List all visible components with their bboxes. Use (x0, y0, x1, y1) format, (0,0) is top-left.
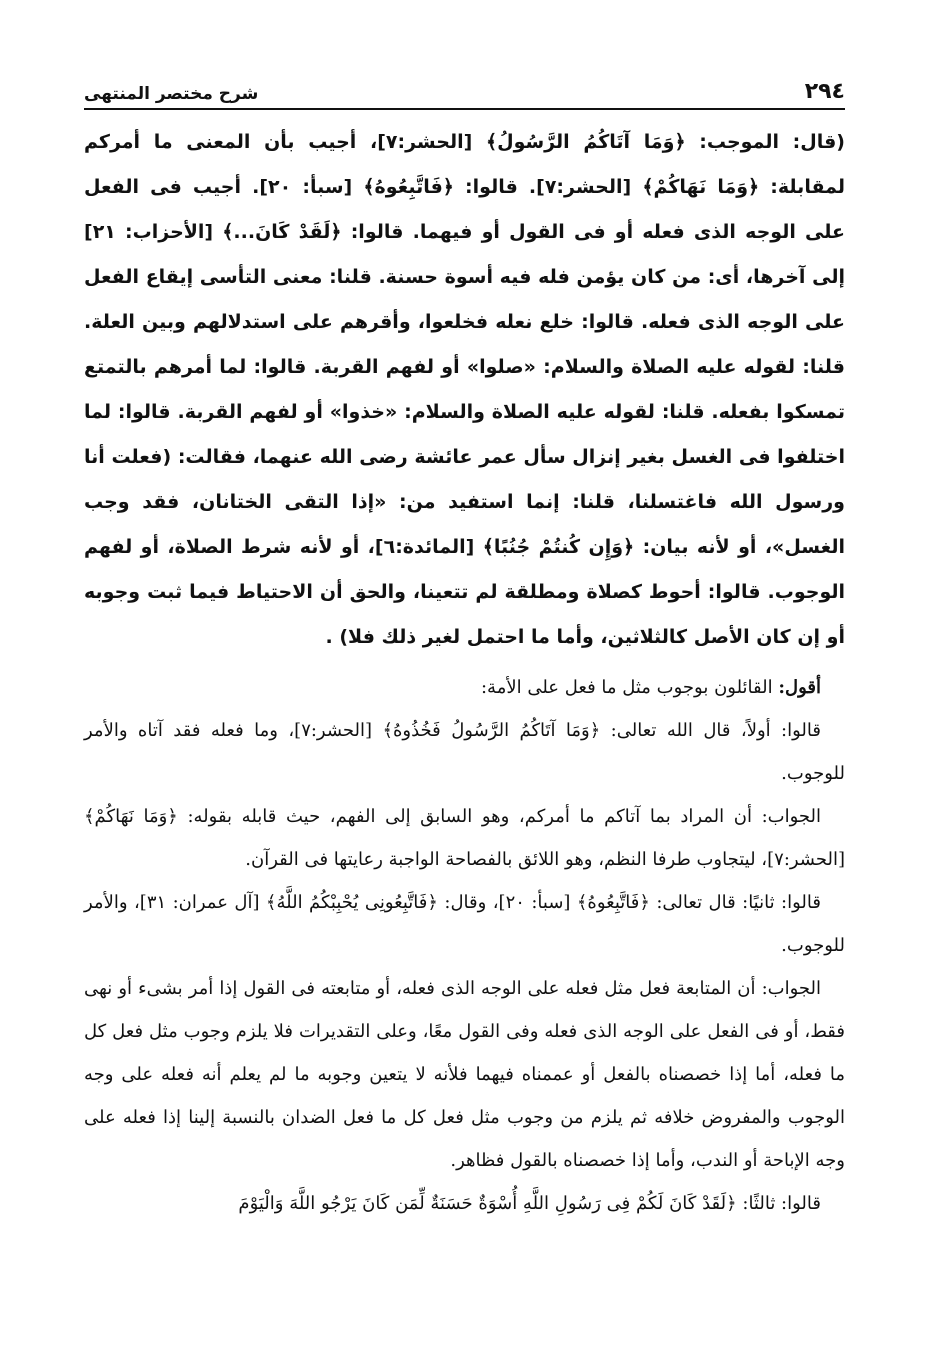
commentary-text: قالوا: ثانيًا: قال تعالى: ﴿فَاتَّبِعُوهُ﴾ [سبأ: ٢٠]، وقال: ﴿فَاتَّبِعُونِى يُحْبِبْكُمُ اللَّهُ﴾ [آل عمران: ٣١]، والأمر للوجوب. (84, 892, 845, 956)
page-header (84, 62, 845, 110)
commentary-text: القائلون بوجوب مثل ما فعل على الأمة: (480, 677, 779, 698)
page-number: ٢٩٤ (804, 79, 845, 104)
commentary-paragraph (84, 795, 845, 881)
running-title: شرح مختصر المنتهى (84, 84, 259, 104)
commentary-paragraph (84, 1182, 845, 1225)
commentary-paragraph (84, 881, 845, 967)
commentary-paragraph (84, 666, 845, 709)
matn-paragraph: (قال: الموجب: ﴿وَمَا آتَاكُمُ الرَّسُولُ﴾ [الحشر:٧]، أجيب بأن المعنى ما أمركم لمقابلة: ﴿وَمَا نَهَاكُمْ﴾ [الحشر:٧]. قالوا: ﴿فَاتَّبِعُوهُ﴾ [سبأ: ٢٠]. أجيب فى الفعل على الوجه الذى فعله أو فى القول أو فيهما. قالوا: ﴿لَقَدْ كَانَ...﴾ [الأحزاب: ٢١] إلى آخرها، أى: من كان يؤمن فله فيه أسوة حسنة. قلنا: معنى التأسى إيقاع الفعل على الوجه الذى فعله. قالوا: خلع نعله فخلعوا، وأقرهم على استدلالهم وبين العلة. قلنا: لقوله عليه الصلاة والسلام: «صلوا» أو لفهم القربة. قالوا: لما أمرهم بالتمتع تمسكوا بفعله. قلنا: لقوله عليه الصلاة والسلام: «خذوا» أو لفهم القربة. قالوا: لما اختلفوا فى الغسل بغير إنزال سأل عمر عائشة رضى الله عنهما، فقالت: (فعلت أنا ورسول الله فاغتسلنا، قلنا: إنما استفيد من: «إذا التقى الختانان، فقد وجب الغسل»، أو لأنه بيان: ﴿وَإِن كُنتُمْ جُنُبًا﴾ [المائدة:٦]، أو لأنه شرط الصلاة، أو لفهم الوجوب. قالوا: أحوط كصلاة ومطلقة لم تتعينا، والحق أن الاحتياط فيما ثبت وجوبه أو إن كان الأصل كالثلاثين، وأما ما احتمل لغير ذلك فلا) . (84, 131, 845, 648)
page-body (84, 120, 845, 1225)
section-spacer (84, 660, 845, 664)
commentary-text: قالوا: أولاً، قال الله تعالى: ﴿وَمَا آتَاكُمُ الرَّسُولُ فَخُذُوهُ﴾ [الحشر:٧]، وما فعله فقد آتاه والأمر للوجوب. (84, 720, 845, 784)
commentary-lead: أقول: (778, 677, 821, 698)
commentary-text: قالوا: ثالثًا: ﴿لَقَدْ كَانَ لَكُمْ فِى رَسُولِ اللَّهِ أُسْوَةٌ حَسَنَةٌ لِّمَن كَانَ يَرْجُو اللَّهَ وَالْيَوْمَ (238, 1193, 821, 1214)
commentary-paragraph (84, 967, 845, 1182)
commentary-text: الجواب: أن المراد بما آتاكم ما أمركم، وهو السابق إلى الفهم، حيث قابله بقوله: ﴿وَمَا نَهَاكُمْ﴾ [الحشر:٧]، ليتجاوب طرفا النظم، وهو اللائق بالفصاحة الواجبة رعايتها فى القرآن. (84, 806, 845, 870)
commentary-text: الجواب: أن المتابعة فعل مثل فعله على الوجه الذى فعله، أو متابعته فى القول إذا أمر بشىء أو نهى فقط، أو فى الفعل على الوجه الذى فعله وفى القول معًا، وعلى التقديرات فلا يلزم وجوب مثل فعل كل ما فعله، أما إذا خصصناه بالفعل أو عممناه فيهما فلأنه لا يتعين وجوبه ما لم يعلم أنه فعله على وجه الوجوب والمفروض خلافه ثم يلزم من وجوب مثل فعل كل ما فعل الضدان بالنسبة إلينا إذا فعله على وجه الإباحة أو الندب، وأما إذا خصصناه بالقول فظاهر. (84, 978, 845, 1171)
commentary-paragraph (84, 709, 845, 795)
